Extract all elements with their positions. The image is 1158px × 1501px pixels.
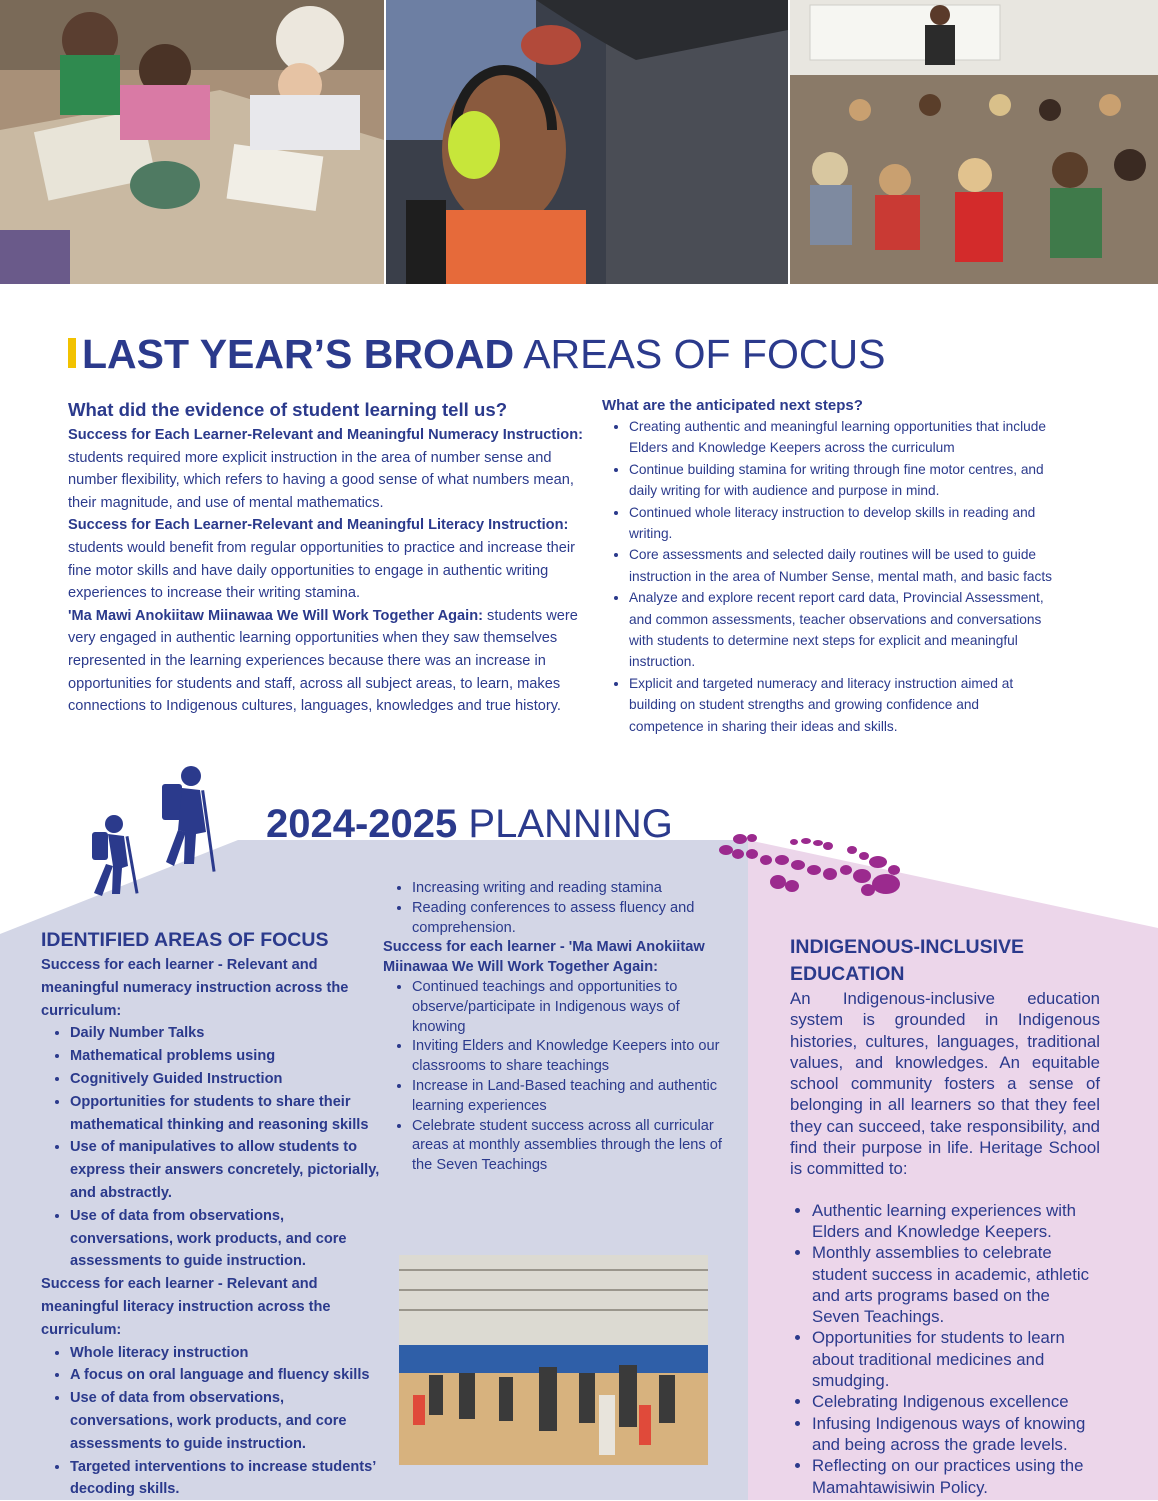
evidence-item: Success for Each Learner-Relevant and Meaningful Numeracy Instruction: students required more explicit instruction in the area of number sense and number flexibility, which refers to having a good sense of what numbers mean, their magnitude, and use of mental mathematics. bbox=[68, 427, 583, 511]
numeracy-item: • Use of manipulatives to allow students to express their answers concretely, pictorially, and abstractly. bbox=[70, 1136, 381, 1204]
literacy-item: • Use of data from observations, conversations, work products, and core assessments to guide instruction. bbox=[70, 1387, 381, 1455]
next-step-item: • Core assessments and selected daily routines will be used to guide instruction in the area of Number Sense, mental math, and basic facts bbox=[629, 544, 1057, 587]
middle-planning-section bbox=[383, 879, 728, 1176]
gym-round-dance-photo bbox=[399, 1255, 708, 1465]
next-step-item: • Creating authentic and meaningful learning opportunities that include Elders and Knowledge Keepers across the curriculum bbox=[629, 416, 1057, 459]
numeracy-heading: Success for each learner - Relevant and meaningful numeracy instruction across the curriculum: bbox=[41, 957, 349, 1019]
planning-title: 2024-2025 PLANNING bbox=[266, 802, 673, 846]
indigenous-section bbox=[790, 934, 1100, 1498]
middle-item: • Inviting Elders and Knowledge Keepers into our classrooms to share teachings bbox=[412, 1037, 728, 1077]
literacy-item: • A focus on oral language and fluency skills bbox=[70, 1364, 381, 1387]
indigenous-title: INDIGENOUS-INCLUSIVE EDUCATION bbox=[790, 936, 1025, 985]
literacy-item: • Whole literacy instruction bbox=[70, 1342, 381, 1365]
indigenous-item: • Celebrating Indigenous excellence bbox=[812, 1391, 1100, 1412]
numeracy-item: • Daily Number Talks bbox=[70, 1022, 381, 1045]
circle-gathering-photo bbox=[790, 0, 1158, 284]
indigenous-paragraph: An Indigenous-inclusive education system is grounded in Indigenous histories, cultures, languages, traditional values, and knowledges. An equitable school community fosters a sense of belonging in all learners so that they feel they can succeed, take responsibility, and find their purpose in life. Heritage School is committed to: bbox=[790, 989, 1100, 1179]
student-with-headphones-photo bbox=[386, 0, 788, 284]
middle-item: • Continued teachings and opportunities to observe/participate in Indigenous ways of knowing bbox=[412, 978, 728, 1037]
next-steps-section bbox=[602, 395, 1057, 737]
evidence-item: 'Ma Mawi Anokiitaw Miinawaa We Will Work Together Again: students were very engaged in authentic learning opportunities when they saw themselves represented in the learning experiences because there was an increase in opportunities for students and staff, across all subject areas, to learn, makes connections to Indigenous cultures, languages, knowledges and true history. bbox=[68, 607, 578, 715]
numeracy-item: • Mathematical problems using bbox=[70, 1045, 381, 1068]
next-step-item: • Analyze and explore recent report card data, Provincial Assessment, and common assessments, teacher observations and conversations with students to determine next steps for explicit and meaningful instruction. bbox=[629, 587, 1057, 673]
middle-heading: Success for each learner - 'Ma Mawi Anokiitaw Miinawaa We Will Work Together Again: bbox=[383, 939, 705, 976]
heading-accent-bar bbox=[68, 338, 76, 368]
next-step-item: • Explicit and targeted numeracy and literacy instruction aimed at building on student strengths and growing confidence and competence in sharing their ideas and skills. bbox=[629, 673, 1057, 737]
evidence-item: Success for Each Learner-Relevant and Meaningful Literacy Instruction: students would benefit from regular opportunities to practice and increase their fine motor skills and have daily opportunities to engage in authentic writing experiences to increase their writing stamina. bbox=[68, 517, 576, 602]
literacy-item: • Targeted interventions to increase students’ decoding skills. bbox=[70, 1456, 381, 1501]
indigenous-item: • Monthly assemblies to celebrate student success in academic, athletic and arts programs based on the Seven Teachings. bbox=[812, 1242, 1100, 1327]
numeracy-item: • Use of data from observations, conversations, work products, and core assessments to guide instruction. bbox=[70, 1205, 381, 1273]
evidence-section bbox=[68, 396, 588, 718]
evidence-question: What did the evidence of student learning tell us? bbox=[68, 399, 508, 420]
beadwork-icon bbox=[718, 832, 904, 902]
hikers-icon bbox=[88, 762, 238, 898]
middle-item: • Increase in Land-Based teaching and authentic learning experiences bbox=[412, 1077, 728, 1117]
indigenous-item: • Authentic learning experiences with Elders and Knowledge Keepers. bbox=[812, 1200, 1100, 1243]
next-steps-question: What are the anticipated next steps? bbox=[602, 397, 863, 414]
indigenous-item: • Infusing Indigenous ways of knowing and being across the grade levels. bbox=[812, 1413, 1100, 1456]
identified-focus-section bbox=[41, 927, 381, 1501]
indigenous-item: • Opportunities for students to learn about traditional medicines and smudging. bbox=[812, 1327, 1100, 1391]
middle-item: • Celebrate student success across all curricular areas at monthly assemblies through the lens of the Seven Teachings bbox=[412, 1117, 728, 1176]
middle-item: • Reading conferences to assess fluency and comprehension. bbox=[412, 899, 728, 939]
page-title: LAST YEAR’S BROAD AREAS OF FOCUS bbox=[82, 331, 886, 377]
next-step-item: • Continue building stamina for writing through fine motor centres, and daily writing for with audience and purpose in mind. bbox=[629, 459, 1057, 502]
classroom-writing-photo bbox=[0, 0, 384, 284]
literacy-heading: Success for each learner - Relevant and meaningful literacy instruction across the curriculum: bbox=[41, 1276, 331, 1338]
numeracy-item: • Opportunities for students to share their mathematical thinking and reasoning skills bbox=[70, 1091, 381, 1137]
identified-focus-title: IDENTIFIED AREAS OF FOCUS bbox=[41, 929, 329, 951]
middle-item: • Increasing writing and reading stamina bbox=[412, 879, 728, 899]
next-step-item: • Continued whole literacy instruction to develop skills in reading and writing. bbox=[629, 502, 1057, 545]
indigenous-item: • Reflecting on our practices using the Mamahtawisiwin Policy. bbox=[812, 1455, 1100, 1498]
numeracy-item: • Cognitively Guided Instruction bbox=[70, 1068, 381, 1091]
